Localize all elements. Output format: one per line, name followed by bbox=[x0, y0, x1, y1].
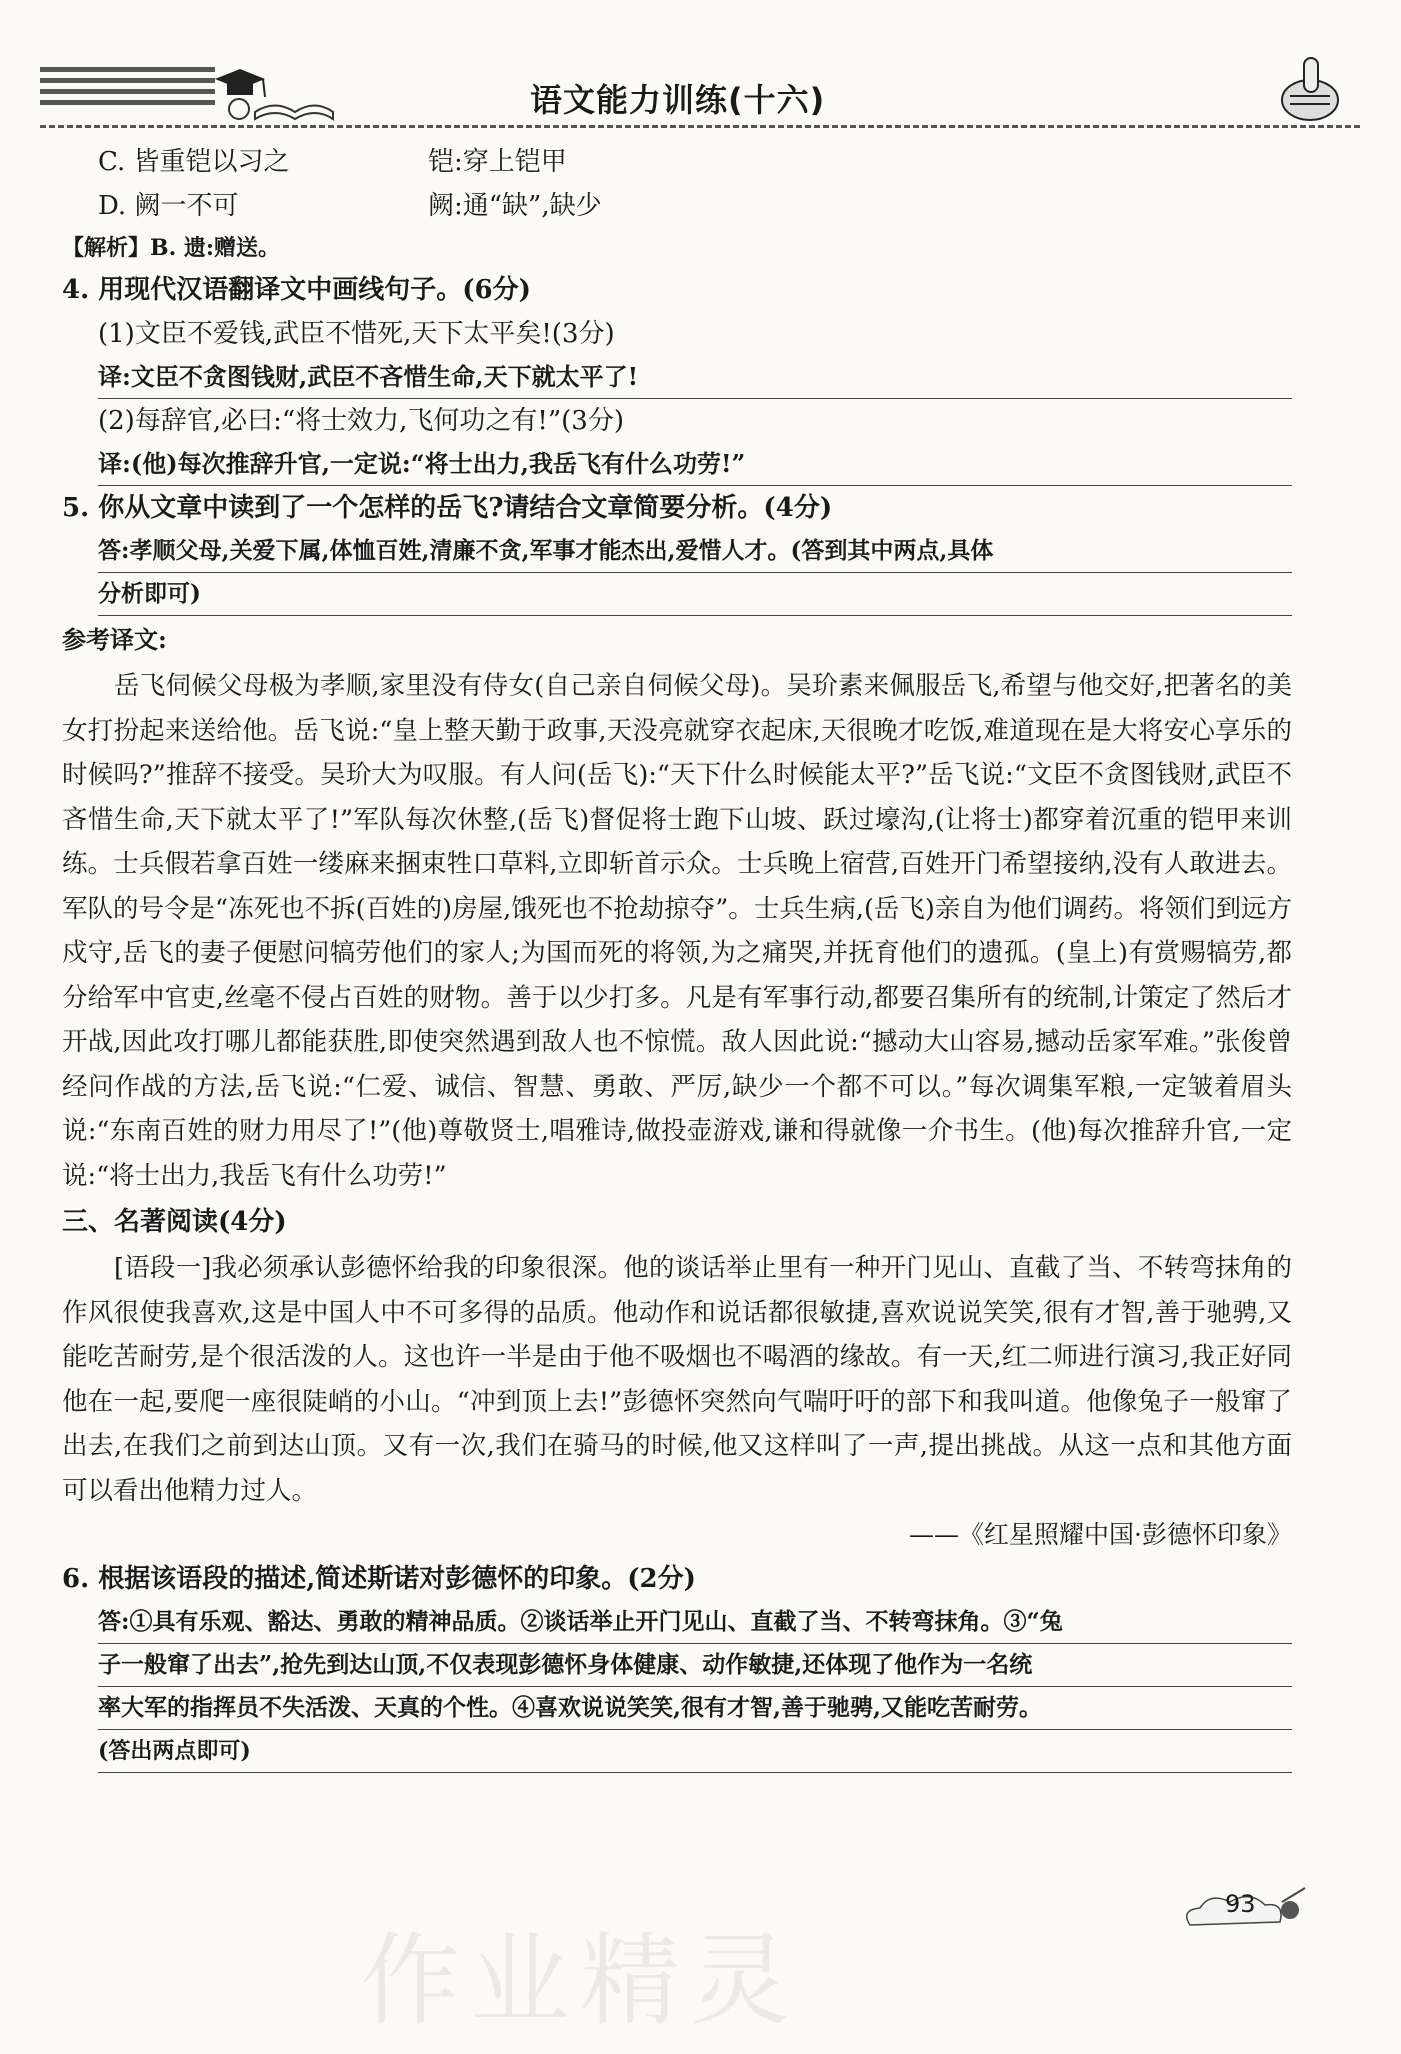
passage-1-label: [语段一] bbox=[114, 1253, 212, 1283]
option-c-text: C. 皆重铠以习之 bbox=[98, 147, 290, 177]
graduation-book-icon bbox=[195, 57, 335, 127]
question-6-answer-line-2: 子一般窜了出去”,抢先到达山顶,不仅表现彭德怀身体健康、动作敏捷,还体现了他作为一名统 bbox=[98, 1644, 1292, 1687]
option-d bbox=[62, 184, 1292, 228]
content bbox=[62, 140, 1292, 1773]
question-6-title: 6. 根据该语段的描述,简述斯诺对彭德怀的印象。(2分) bbox=[62, 1564, 696, 1594]
reference-translation: 岳飞伺候父母极为孝顺,家里没有侍女(自己亲自伺候父母)。吴玠素来佩服岳飞,希望与他交好,把著名的美女打扮起来送给他。岳飞说:“皇上整天勤于政事,天没亮就穿衣起床,天很晚才吃饭,难道现在是大将安心享乐的时候吗?”推辞不接受。吴玠大为叹服。有人问(岳飞):“天下什么时候能太平?”岳飞说:“文臣不贪图钱财,武臣不吝惜生命,天下就太平了!”军队每次休整,(岳飞)督促将士跑下山坡、跃过壕沟,(让将士)都穿着沉重的铠甲来训练。士兵假若拿百姓一缕麻来捆束牲口草料,立即斩首示众。士兵晚上宿营,百姓开门希望接纳,没有人敢进去。军队的号令是“冻死也不拆(百姓的)房屋,饿死也不抢劫掠夺”。士兵生病,(岳飞)亲自为他们调药。将领们到远方戍守,岳飞的妻子便慰问犒劳他们的家人;为国而死的将领,为之痛哭,并抚育他们的遗孤。(皇上)有赏赐犒劳,都分给军中官吏,丝毫不侵占百姓的财物。善于以少打多。凡是有军事行动,都要召集所有的统制,计策定了然后才开战,因此攻打哪儿都能获胜,即使突然遇到敌人也不惊慌。敌人因此说:“撼动大山容易,撼动岳家军难。”张俊曾经问作战的方法,岳飞说:“仁爱、诚信、智慧、勇敢、严厉,缺少一个都不可以。”每次调集军粮,一定皱着眉头说:“东南百姓的财力用尽了!”(他)尊敬贤士,唱雅诗,做投壶游戏,谦和得就像一介书生。(他)每次推辞升官,一定说:“将士出力,我岳飞有什么功劳!” bbox=[62, 671, 1292, 1191]
question-6 bbox=[62, 1557, 1292, 1773]
question-4-title: 4. 用现代汉语翻译文中画线句子。(6分) bbox=[62, 275, 531, 305]
question-5-answer-line-1: 答:孝顺父母,关爱下属,体恤百姓,清廉不贪,军事才能杰出,爱惜人才。(答到其中两点,具体 bbox=[98, 530, 1292, 573]
page-header bbox=[40, 55, 1360, 135]
watermark: 作业精灵 bbox=[360, 1922, 800, 2039]
section-3-title: 三、名著阅读(4分) bbox=[62, 1207, 287, 1237]
header-divider bbox=[40, 125, 1360, 128]
option-c bbox=[62, 140, 1292, 184]
question-6-answer-line-1: 答:①具有乐观、豁达、勇敢的精神品质。②谈话举止开门见山、直截了当、不转弯抹角。③“兔 bbox=[98, 1601, 1292, 1644]
passage-1-text: 我必须承认彭德怀给我的印象很深。他的谈话举止里有一种开门见山、直截了当、不转弯抹角的作风很使我喜欢,这是中国人中不可多得的品质。他动作和说话都很敏捷,喜欢说说笑笑,很有才智,善于驰骋,又能吃苦耐劳,是个很活泼的人。这也许一半是由于他不吸烟也不喝酒的缘故。有一天,红二师进行演习,我正好同他在一起,要爬一座很陡峭的小山。“冲到顶上去!”彭德怀突然向气喘吁吁的部下和我叫道。他像兔子一般窜了出去,在我们之前到达山顶。又有一次,我们在骑马的时候,他又这样叫了一声,提出挑战。从这一点和其他方面可以看出他精力过人。 bbox=[62, 1253, 1293, 1506]
question-4-answer-2: 译:(他)每次推辞升官,一定说:“将士出力,我岳飞有什么功劳!” bbox=[98, 443, 1292, 486]
analysis-text: B. 遗:赠送。 bbox=[150, 235, 281, 261]
option-c-gloss: 铠:穿上铠甲 bbox=[428, 147, 567, 177]
page-number: 93 bbox=[1225, 1890, 1256, 1918]
question-4-sentence-1: (1)文臣不爱钱,武臣不惜死,天下太平矣!(3分) bbox=[98, 319, 615, 349]
page-number-badge bbox=[1170, 1880, 1310, 1940]
question-5 bbox=[62, 486, 1292, 616]
analysis bbox=[62, 228, 1292, 268]
option-d-text: D. 阙一不可 bbox=[98, 191, 239, 221]
question-4-sentence-2: (2)每辞官,必曰:“将士效力,飞何功之有!”(3分) bbox=[98, 406, 624, 436]
question-6-answer-line-4: (答出两点即可) bbox=[98, 1730, 1292, 1773]
question-5-answer-line-2: 分析即可) bbox=[98, 573, 1292, 616]
question-5-title: 5. 你从文章中读到了一个怎样的岳飞?请结合文章简要分析。(4分) bbox=[62, 493, 833, 523]
option-d-gloss: 阙:通“缺”,缺少 bbox=[428, 191, 602, 221]
reference-title: 参考译文: bbox=[62, 625, 167, 654]
passage-source: ——《红星照耀中国·彭德怀印象》 bbox=[909, 1520, 1292, 1549]
question-6-answer-line-3: 率大军的指挥员不失活泼、天真的个性。④喜欢说说笑笑,很有才智,善于驰骋,又能吃苦耐劳。 bbox=[98, 1687, 1292, 1730]
question-4 bbox=[62, 268, 1292, 486]
question-4-answer-1: 译:文臣不贪图钱财,武臣不吝惜生命,天下就太平了! bbox=[98, 356, 1292, 399]
analysis-label: 【解析】 bbox=[62, 235, 151, 261]
passage-1 bbox=[62, 1246, 1292, 1513]
header-stripes bbox=[40, 67, 215, 115]
page-title: 语文能力训练(十六) bbox=[530, 81, 826, 119]
thumbs-up-icon bbox=[1270, 50, 1350, 125]
